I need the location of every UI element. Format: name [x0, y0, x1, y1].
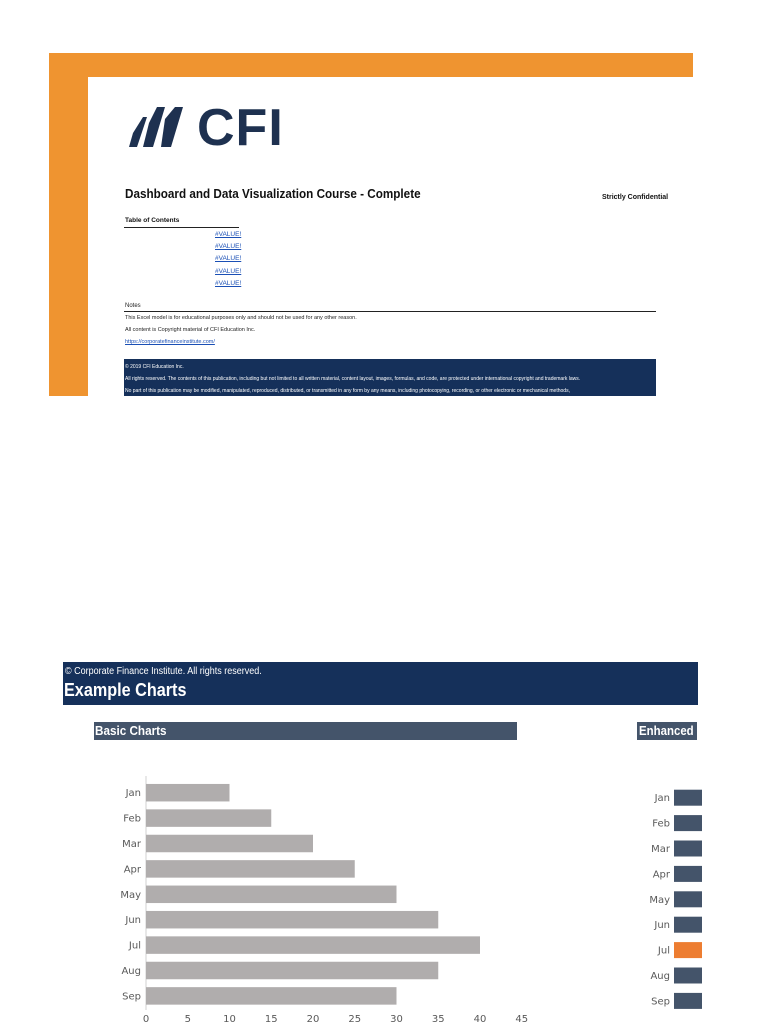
enhanced-y-tick-label: Sep: [651, 996, 670, 1008]
x-tick-label: 10: [223, 1014, 236, 1024]
cfi-logo-text: CFI: [197, 99, 284, 157]
bar-jul: [146, 936, 480, 954]
y-tick-label: Jan: [125, 788, 141, 800]
legal-notice: [124, 359, 656, 396]
x-tick-label: 45: [515, 1014, 529, 1024]
bar-jun: [146, 911, 438, 929]
toc-link[interactable]: #VALUE!: [215, 267, 242, 275]
notes-divider: [124, 311, 656, 312]
website-link[interactable]: https://corporatefinanceinstitute.com/: [125, 339, 215, 345]
toc-link[interactable]: #VALUE!: [215, 255, 242, 263]
toc-link[interactable]: #VALUE!: [215, 243, 242, 251]
toc-link[interactable]: #VALUE!: [215, 279, 242, 287]
notes-heading: Notes: [125, 303, 141, 309]
y-tick-label: Mar: [122, 839, 141, 850]
enhanced-bar-feb: [674, 815, 702, 831]
enhanced-charts-header: [637, 722, 697, 740]
enhanced-y-tick-label: Aug: [650, 971, 670, 982]
bar-mar: [146, 835, 313, 853]
enhanced-charts-label: Enhanced: [639, 723, 694, 738]
bar-feb: [146, 809, 271, 827]
enhanced-bar-jan: [674, 790, 702, 806]
toc-heading: Table of Contents: [125, 217, 180, 224]
y-tick-label: Apr: [123, 864, 141, 876]
legal-line: All rights reserved. The contents of this publication, including but not limited to all written material, content layout, images, formulas, and code, are protected under international copyright and trademark laws.: [125, 376, 581, 382]
note-text: This Excel model is for educational purposes only and should not be used for any other reason.: [125, 315, 357, 321]
enhanced-bar-aug: [674, 968, 702, 984]
x-tick-label: 5: [184, 1014, 191, 1024]
x-tick-label: 30: [390, 1014, 403, 1024]
x-tick-label: 15: [264, 1014, 278, 1024]
confidential-label: Strictly Confidential: [602, 194, 669, 201]
enhanced-y-tick-label: Mar: [651, 844, 670, 855]
x-tick-label: 40: [473, 1014, 487, 1024]
banner-title: Example Charts: [64, 680, 187, 700]
x-tick-label: 35: [431, 1014, 445, 1024]
enhanced-y-tick-label: Jun: [654, 920, 670, 932]
y-tick-label: Jun: [125, 915, 141, 927]
enhanced-bar-jun: [674, 917, 702, 933]
y-tick-label: Sep: [122, 991, 141, 1003]
enhanced-bar-may: [674, 891, 702, 907]
legal-line: No part of this publication may be modified, manipulated, reproduced, distributed, or transmitted in any form by any means, including photocopying, recording, or other electronic or mechanical methods,: [125, 388, 570, 394]
banner-copyright: © Corporate Finance Institute. All rights reserved.: [65, 666, 262, 677]
x-tick-label: 0: [142, 1014, 150, 1024]
y-tick-label: Jul: [128, 940, 141, 952]
document-title: Dashboard and Data Visualization Course - Complete: [125, 186, 421, 201]
cfi-logo-mark-icon: [125, 103, 197, 151]
enhanced-bar-sep: [674, 993, 702, 1009]
bar-may: [146, 886, 397, 904]
enhanced-y-tick-label: May: [649, 894, 670, 906]
note-text: All content is Copyright material of CFI Education Inc.: [125, 327, 256, 333]
y-tick-label: Feb: [123, 813, 141, 825]
legal-line: © 2019 CFI Education Inc.: [125, 364, 184, 370]
orange-frame-top: [49, 53, 693, 77]
y-tick-label: Aug: [121, 966, 141, 977]
bar-apr: [146, 860, 355, 878]
enhanced-y-tick-label: Jan: [654, 793, 670, 805]
x-tick-label: 25: [348, 1014, 362, 1024]
orange-frame-left: [49, 53, 88, 396]
basic-charts-label: Basic Charts: [95, 723, 167, 738]
enhanced-bar-apr: [674, 866, 702, 882]
enhanced-y-tick-label: Apr: [652, 869, 670, 881]
charts-banner: [63, 662, 698, 705]
x-tick-label: 20: [306, 1014, 320, 1024]
toc-link[interactable]: #VALUE!: [215, 231, 242, 238]
toc-list: [215, 229, 241, 290]
enhanced-y-tick-label: Feb: [652, 818, 670, 830]
enhanced-y-tick-label: Jul: [657, 945, 670, 957]
enhanced-bar-chart: [640, 780, 702, 1024]
bar-aug: [146, 962, 438, 980]
bar-jan: [146, 784, 230, 802]
basic-charts-header: [94, 722, 517, 740]
bar-sep: [146, 987, 397, 1005]
toc-divider: [124, 227, 239, 228]
y-tick-label: May: [120, 889, 141, 901]
enhanced-bar-jul: [674, 942, 702, 958]
enhanced-bar-mar: [674, 841, 702, 857]
basic-bar-chart: [110, 770, 550, 1024]
